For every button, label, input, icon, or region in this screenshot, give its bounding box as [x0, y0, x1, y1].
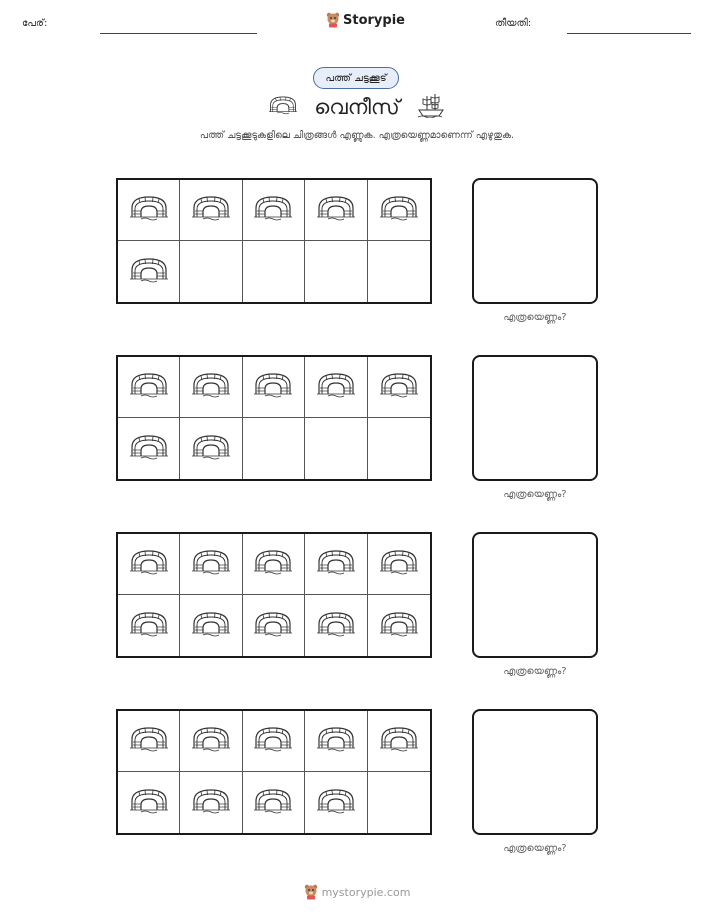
frame-cell — [368, 241, 430, 302]
footer — [0, 884, 714, 900]
frame-cell — [305, 772, 367, 833]
bridge-decor-icon — [268, 94, 298, 120]
frame-cell — [368, 180, 430, 241]
frame-cell — [305, 241, 367, 302]
bridge-icon — [253, 786, 293, 820]
ten-frame-1 — [116, 178, 432, 304]
bridge-icon — [191, 724, 231, 758]
date-line[interactable] — [567, 33, 691, 34]
date-label: തീയതി: — [495, 18, 532, 29]
frame-cell — [180, 534, 242, 595]
bridge-icon — [316, 609, 356, 643]
ten-frame-2 — [116, 355, 432, 481]
frame-cell — [180, 711, 242, 772]
frame-cell — [305, 357, 367, 418]
instructions: പത്ത് ചട്ടക്കൂടുകളിലെ ചിത്രങ്ങൾ എണ്ണുക. എത്രയെണ്ണമാണെന്ന് എഴുതുക. — [199, 130, 515, 141]
frame-cell — [243, 418, 305, 479]
worksheet-type-badge: പത്ത് ചട്ടക്കൂട് — [313, 67, 399, 89]
ten-frame-4 — [116, 709, 432, 835]
bridge-icon — [316, 370, 356, 404]
frame-cell — [368, 357, 430, 418]
bridge-icon — [379, 609, 419, 643]
count-question-1: എത്രയെണ്ണം? — [503, 312, 567, 323]
answer-box-1[interactable] — [472, 178, 598, 304]
count-question-4: എത്രയെണ്ണം? — [503, 843, 567, 854]
answer-box-3[interactable] — [472, 532, 598, 658]
answer-box-4[interactable] — [472, 709, 598, 835]
frame-cell — [118, 418, 180, 479]
name-line[interactable] — [100, 33, 257, 34]
bridge-icon — [379, 193, 419, 227]
bridge-icon — [253, 609, 293, 643]
frame-cell — [118, 241, 180, 302]
page-title: വെനീസ് — [314, 94, 400, 119]
answer-box-2[interactable] — [472, 355, 598, 481]
frame-cell — [243, 534, 305, 595]
frame-cell — [180, 241, 242, 302]
frame-cell — [180, 357, 242, 418]
footer-url: mystorypie.com — [321, 885, 411, 899]
frame-cell — [180, 180, 242, 241]
bridge-icon — [316, 786, 356, 820]
bridge-icon — [191, 370, 231, 404]
bridge-icon — [129, 547, 169, 581]
frame-cell — [118, 772, 180, 833]
bridge-icon — [379, 370, 419, 404]
bridge-icon — [253, 370, 293, 404]
frame-cell — [305, 595, 367, 656]
bridge-icon — [191, 432, 231, 466]
bridge-icon — [191, 193, 231, 227]
brand-name: Storypie — [343, 12, 405, 28]
bridge-icon — [129, 724, 169, 758]
frame-cell — [368, 772, 430, 833]
ten-frame-3 — [116, 532, 432, 658]
frame-cell — [243, 241, 305, 302]
bridge-icon — [379, 724, 419, 758]
frame-cell — [243, 180, 305, 241]
frame-cell — [180, 772, 242, 833]
bridge-icon — [129, 432, 169, 466]
bridge-icon — [191, 547, 231, 581]
frame-cell — [305, 180, 367, 241]
bridge-icon — [129, 193, 169, 227]
frame-cell — [305, 418, 367, 479]
frame-cell — [243, 357, 305, 418]
frame-cell — [243, 772, 305, 833]
bridge-icon — [253, 547, 293, 581]
count-question-2: എത്രയെണ്ണം? — [503, 489, 567, 500]
frame-cell — [180, 595, 242, 656]
frame-cell — [118, 595, 180, 656]
bridge-icon — [316, 193, 356, 227]
frame-cell — [180, 418, 242, 479]
frame-cell — [243, 711, 305, 772]
frame-cell — [305, 711, 367, 772]
frame-cell — [368, 711, 430, 772]
frame-cell — [118, 711, 180, 772]
frame-cell — [305, 534, 367, 595]
frame-cell — [368, 595, 430, 656]
bridge-icon — [129, 609, 169, 643]
bear-icon — [304, 884, 318, 900]
frame-cell — [368, 534, 430, 595]
bridge-icon — [316, 547, 356, 581]
name-label: പേര്: — [22, 18, 48, 29]
count-question-3: എത്രയെണ്ണം? — [503, 666, 567, 677]
bridge-icon — [129, 255, 169, 289]
frame-cell — [118, 534, 180, 595]
frame-cell — [118, 357, 180, 418]
bridge-icon — [129, 786, 169, 820]
bridge-icon — [191, 786, 231, 820]
ship-icon — [416, 92, 446, 122]
bridge-icon — [253, 193, 293, 227]
frame-cell — [368, 418, 430, 479]
bear-icon — [326, 12, 340, 28]
storypie-logo — [326, 12, 405, 28]
bridge-icon — [379, 547, 419, 581]
frame-cell — [243, 595, 305, 656]
bridge-icon — [191, 609, 231, 643]
title-row — [0, 92, 714, 122]
frame-cell — [118, 180, 180, 241]
bridge-icon — [316, 724, 356, 758]
bridge-icon — [253, 724, 293, 758]
bridge-icon — [129, 370, 169, 404]
